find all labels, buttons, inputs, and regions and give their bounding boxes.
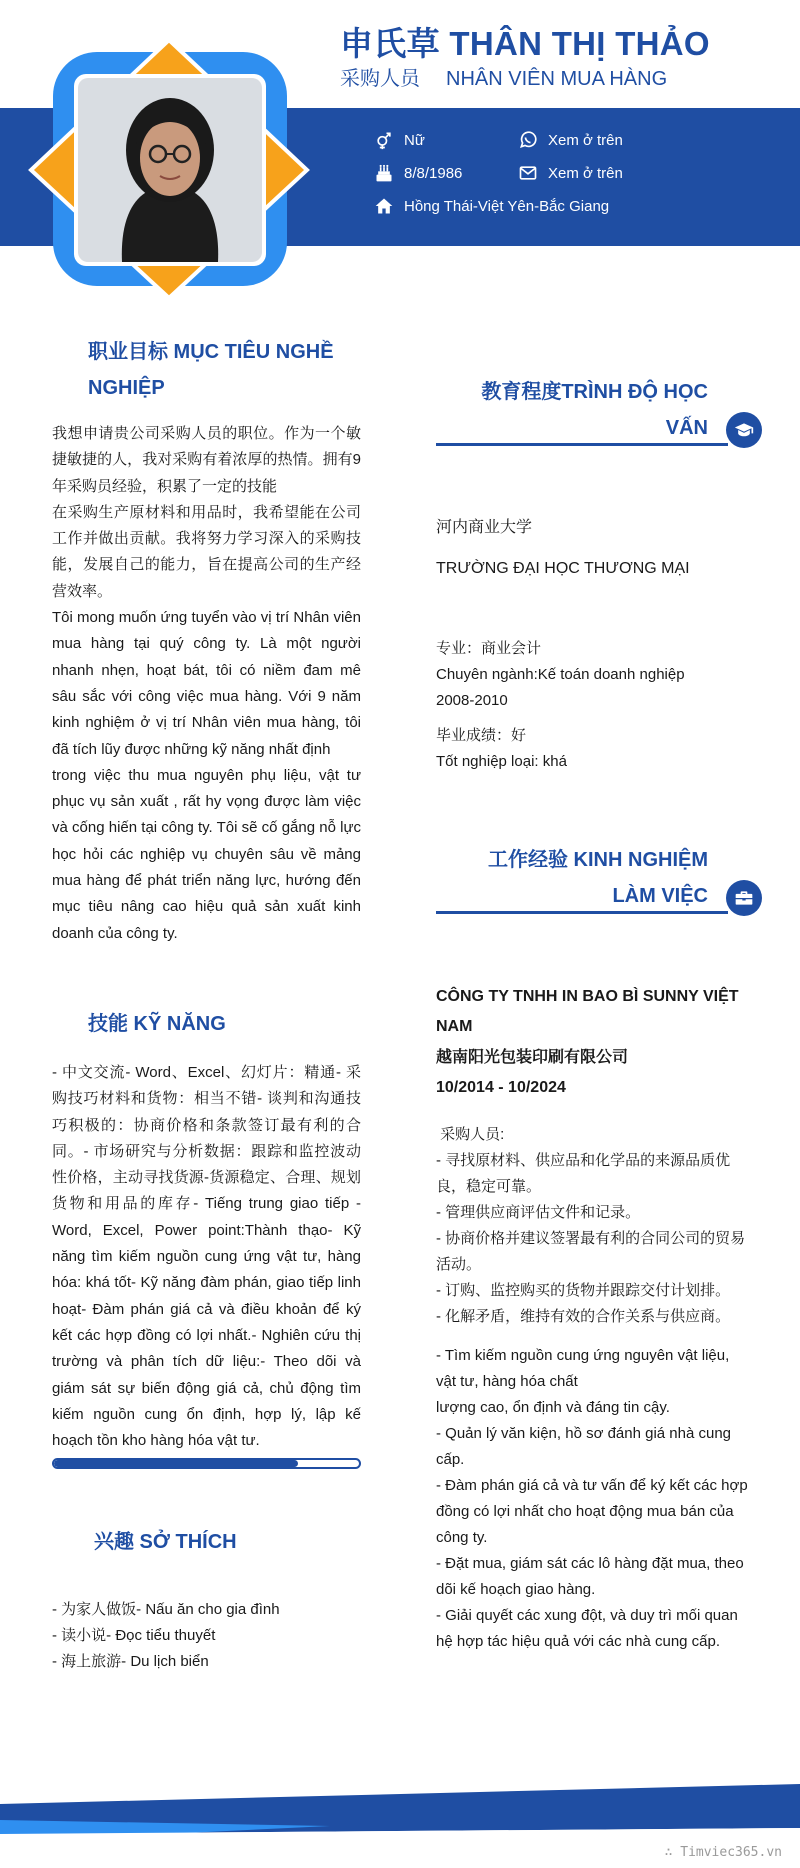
list-item: - Giải quyết các xung đột, và duy trì mối quan hệ hợp tác hiệu quả với các nhà cung cấp.: [436, 1607, 738, 1650]
education-grade: 毕业成绩：好 Tốt nghiệp loại: khá: [436, 727, 567, 770]
candidate-name: 申氏草 THÂN THỊ THẢO: [340, 25, 710, 62]
whatsapp-phone-icon: [518, 130, 538, 150]
list-item: - Quản lý văn kiện, hồ sơ đánh giá nhà cung cấp.: [436, 1425, 732, 1468]
school-name-vietnamese: TRƯỜNG ĐẠI HỌC THƯƠNG MẠI: [436, 560, 690, 577]
briefcase-icon: [734, 888, 754, 908]
list-item: - 协商价格并建议签署最有利的合同公司的贸易活动。: [436, 1230, 746, 1273]
objective-paragraph: 在采购生产原材料和用品时，我希望能在公司工作并做出贡献。我将努力学习深入的采购技能，发展自己的能力，旨在提高公司的生产经营效率。: [52, 503, 361, 600]
hobbies-list: [52, 1597, 361, 1675]
list-item: lượng cao, ổn định và đáng tin cậy.: [436, 1399, 670, 1416]
education-major: 专业：商业会计: [436, 640, 542, 657]
profile-photo-frame: [24, 36, 314, 304]
skills-heading: 技能 KỸ NĂNG: [88, 1013, 226, 1035]
list-item: - Đàm phán giá cả và tư vấn để ký kết các hợp đồng có lợi nhất cho hoạt động mua bán của công ty.: [436, 1477, 748, 1546]
objective-heading: 职业目标 MỤC TIÊU NGHỀ NGHIỆP: [88, 341, 334, 399]
gender-info: Nữ: [374, 130, 425, 150]
education-heading: 教育程度TRÌNH ĐỘ HỌC VẤN: [481, 381, 708, 439]
home-icon: [374, 196, 394, 216]
experience-heading: 工作经验 KINH NGHIỆM LÀM VIỆC: [488, 849, 708, 907]
objective-paragraph: 我想申请贵公司采购人员的职位。作为一个敏捷敏捷的人，我对采购有着浓厚的热情。拥有9年采购员经验，积累了一定的技能: [52, 425, 361, 495]
list-item: - 读小说- Đọc tiểu thuyết: [52, 1627, 216, 1644]
candidate-role: [340, 62, 667, 91]
school-name-chinese: 河内商业大学: [436, 519, 533, 536]
role-vietnamese: NHÂN VIÊN MUA HÀNG: [446, 68, 668, 90]
avatar: [78, 78, 262, 262]
objective-paragraph: trong việc thu mua nguyên phụ liệu, vật tư phục vụ sản xuất , rất hy vọng được làm việc và cống hiến tại công ty. Tôi sẽ cố gắng nỗ lực học hỏi các nghiệp vụ chuyên sâu về mảng mua hàng để phát triển năng lực, hướng đến mục tiêu nâng cao hiệu quả sản xuất kinh doanh của công ty.: [52, 766, 361, 942]
objective-paragraph: Tôi mong muốn ứng tuyển vào vị trí Nhân viên mua hàng tại quý công ty. Là một người nhanh nhẹn, hoạt bát, tôi có niềm đam mê sâu sắc với công việc mua hàng. Với 9 năm kinh nghiệm ở vị trí Nhân viên mua hàng, tôi đã tích lũy được những kỹ năng nhất định: [52, 609, 361, 758]
duties-vietnamese: [436, 1343, 748, 1655]
education-years: 2008-2010: [436, 692, 508, 709]
duties-chinese: [436, 1148, 748, 1330]
graduation-cap-icon: [734, 420, 754, 440]
list-item: - 为家人做饭- Nấu ăn cho gia đình: [52, 1601, 280, 1618]
role-chinese: 采购人员: [340, 68, 420, 90]
skills-progress-fill: [54, 1460, 298, 1467]
phone-info: Xem ở trên: [518, 130, 623, 150]
position-title: 采购人员:: [436, 1126, 505, 1143]
envelope-icon: [518, 163, 538, 183]
gender-icon: [374, 130, 394, 150]
list-item: - 订购、监控购买的货物并跟踪交付计划排。: [436, 1282, 731, 1299]
list-item: - 海上旅游- Du lịch biển: [52, 1653, 209, 1670]
education-divider: [436, 443, 728, 446]
experience-badge: [726, 880, 762, 916]
birthday-info: 8/8/1986: [374, 163, 462, 183]
list-item: - Đặt mua, giám sát các lô hàng đặt mua, theo dõi kế hoạch giao hàng.: [436, 1555, 744, 1598]
experience-divider: [436, 911, 728, 914]
list-item: - 管理供应商评估文件和记录。: [436, 1204, 641, 1221]
education-details: [436, 636, 756, 714]
company-name-vietnamese: CÔNG TY TNHH IN BAO BÌ SUNNY VIỆT NAM: [436, 988, 739, 1035]
education-badge: [726, 412, 762, 448]
watermark: ∴ Timviec365.vn: [664, 1845, 782, 1860]
hobbies-heading: 兴趣 SỞ THÍCH: [94, 1531, 237, 1553]
list-item: - 寻找原材料、供应品和化学品的来源品质优良，稳定可靠。: [436, 1152, 731, 1195]
email-info: Xem ở trên: [518, 163, 623, 183]
skills-text: - 中文交流- Word、Excel、幻灯片：精通- 采购技巧材料和货物：相当不错- 谈判和沟通技巧积极的：协商价格和条款签订最有利的合同。- 市场研究与分析数据：跟踪和监控波动性价格，主动寻找货源-货源稳定、合理、规划货物和用品的库存- Tiếng trung giao tiếp - Word, Excel, Power point:Thành thạo- Kỹ năng tìm kiếm nguồn cung ứng vật tư, hàng hóa: khá tốt- Kỹ năng đàm phán, giao tiếp linh hoạt- Đàm phán giá cả và điều khoản để ký kết các hợp đồng có lợi nhất.- Nghiên cứu thị trường và phân tích dữ liệu:- Theo dõi và giám sát sự biến động giá cả, chủ động tìm kiếm nguồn cung ổn định, hợp lý, lập kế hoạch tồn kho hàng hóa vật tư.: [52, 1064, 361, 1450]
employment-period: 10/2014 - 10/2024: [436, 1079, 566, 1096]
company-name-chinese: 越南阳光包装印刷有限公司: [436, 1049, 629, 1066]
birthday-cake-icon: [374, 163, 394, 183]
address-info: Hồng Thái-Việt Yên-Bắc Giang: [374, 196, 609, 216]
skills-progress-bar: [52, 1458, 361, 1469]
objective-text: [52, 421, 361, 947]
education-major-vn: Chuyên ngành:Kế toán doanh nghiệp: [436, 666, 685, 683]
list-item: - Tìm kiếm nguồn cung ứng nguyên vật liệu, vật tư, hàng hóa chất: [436, 1347, 730, 1390]
list-item: - 化解矛盾，维持有效的合作关系与供应商。: [436, 1308, 731, 1325]
